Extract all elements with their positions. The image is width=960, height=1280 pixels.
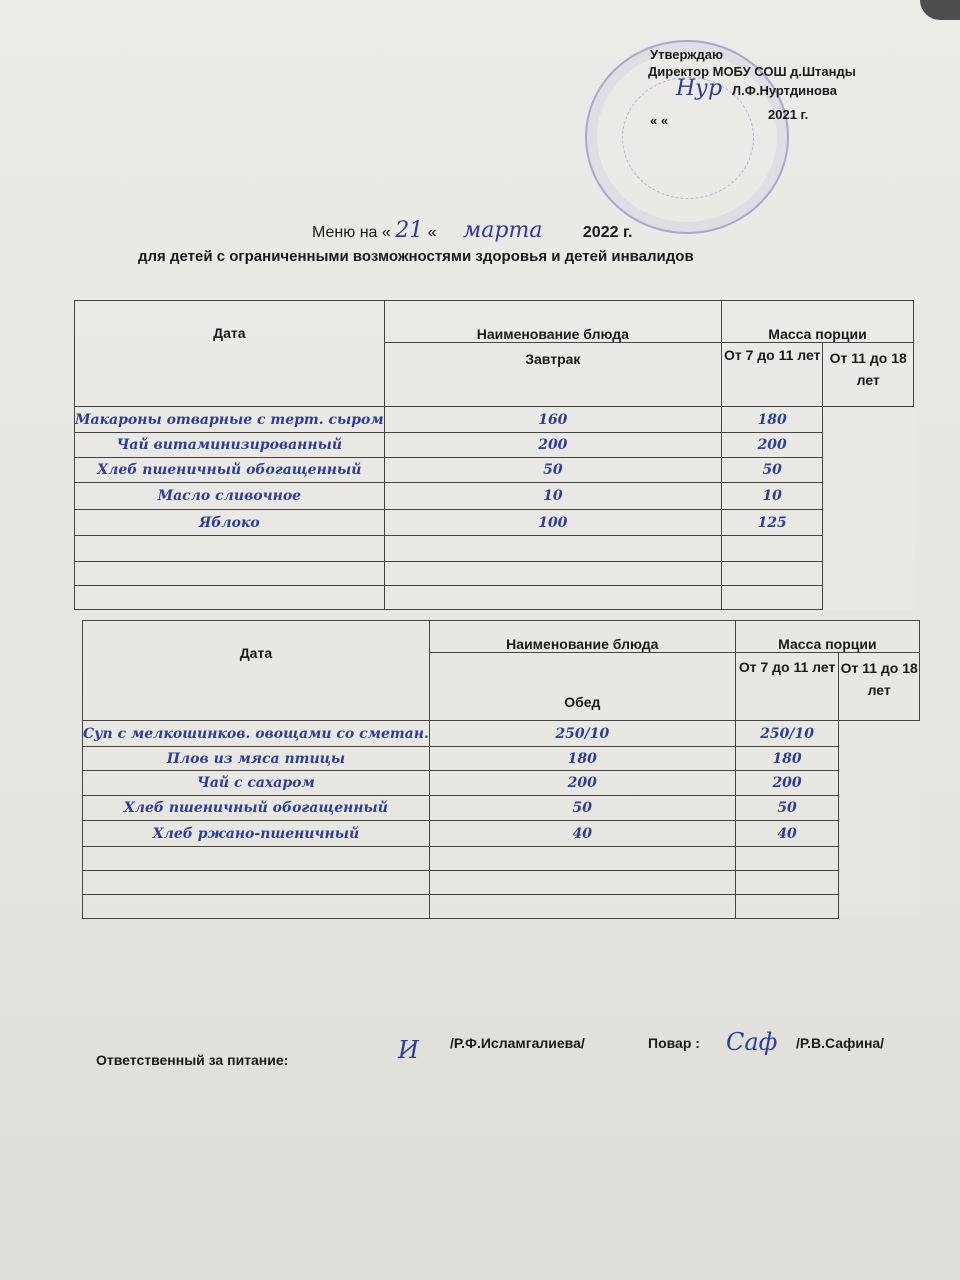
lunch-row [83, 821, 920, 847]
lunch-row [83, 847, 920, 871]
lunch-row-mass-11-18: 250/10 [735, 721, 839, 747]
lunch-name-header: Наименование блюда [429, 621, 735, 653]
approval-line-2: Директор МОБУ СОШ д.Штанды [648, 64, 856, 79]
breakfast-row-mass-11-18 [721, 562, 822, 586]
lunch-row-mass-11-18: 40 [735, 821, 839, 847]
lunch-date-header: Дата [83, 621, 430, 721]
menu-month: марта [463, 218, 543, 243]
lunch-row-dish [83, 871, 430, 895]
lunch-row-dish: Хлеб ржано-пшеничный [83, 821, 430, 847]
breakfast-row [75, 562, 914, 586]
breakfast-row-dish [75, 586, 385, 610]
breakfast-row-mass-7-11: 160 [384, 407, 721, 433]
menu-subtitle: для детей с ограниченными возможностями здоровья и детей инвалидов [138, 248, 694, 265]
lunch-row-mass-11-18: 180 [735, 747, 839, 771]
breakfast-row-dish: Масло сливочное [75, 483, 385, 510]
breakfast-meal-label: Завтрак [384, 343, 721, 407]
breakfast-row [75, 510, 914, 536]
breakfast-row-mass-7-11: 200 [384, 433, 721, 458]
lunch-age-7-11: От 7 до 11 лет [735, 653, 839, 721]
lunch-row [83, 747, 920, 771]
lunch-row [83, 721, 920, 747]
lunch-row-mass-7-11: 200 [429, 771, 735, 796]
responsible-name: /Р.Ф.Исламгалиева/ [450, 1035, 585, 1051]
breakfast-row-dish: Чай витаминизированный [75, 433, 385, 458]
approval-date-quotes: « « [650, 113, 669, 128]
breakfast-mass-header: Масса порции [721, 301, 913, 343]
cook-label: Повар : [648, 1035, 700, 1051]
breakfast-row-dish: Яблоко [75, 510, 385, 536]
breakfast-row-dish: Макароны отварные с терт. сыром [75, 407, 385, 433]
lunch-row-mass-11-18: 50 [735, 796, 839, 821]
breakfast-row-mass-11-18: 200 [721, 433, 822, 458]
breakfast-row-mass-11-18: 50 [721, 458, 822, 483]
page-corner-shadow [920, 0, 960, 20]
lunch-row-dish: Плов из мяса птицы [83, 747, 430, 771]
breakfast-row-dish [75, 562, 385, 586]
lunch-row-mass-7-11: 50 [429, 796, 735, 821]
breakfast-row [75, 483, 914, 510]
breakfast-row-mass-7-11: 100 [384, 510, 721, 536]
approval-year: 2021 г. [768, 107, 809, 122]
breakfast-name-header: Наименование блюда [384, 301, 721, 343]
lunch-row-mass-7-11: 250/10 [429, 721, 735, 747]
breakfast-row-mass-7-11: 10 [384, 483, 721, 510]
lunch-age-11-18: От 11 до 18 лет [839, 653, 920, 721]
menu-title-quote: « [427, 224, 437, 241]
responsible-signature: И [398, 1036, 419, 1064]
breakfast-row-mass-11-18 [721, 586, 822, 610]
breakfast-row-dish: Хлеб пшеничный обогащенный [75, 458, 385, 483]
breakfast-table [74, 300, 914, 610]
breakfast-row-mass-7-11: 50 [384, 458, 721, 483]
breakfast-row [75, 458, 914, 483]
breakfast-row [75, 586, 914, 610]
lunch-row [83, 771, 920, 796]
lunch-mass-header: Масса порции [735, 621, 919, 653]
breakfast-row [75, 433, 914, 458]
breakfast-age-7-11: От 7 до 11 лет [721, 343, 822, 407]
approval-line-1: Утверждаю [650, 47, 724, 62]
breakfast-row-mass-7-11 [384, 586, 721, 610]
breakfast-row-mass-7-11 [384, 536, 721, 562]
lunch-row-mass-11-18 [735, 847, 839, 871]
lunch-row-dish: Суп с мелкошинков. овощами со сметан. [83, 721, 430, 747]
responsible-label: Ответственный за питание: [96, 1052, 289, 1068]
lunch-row-mass-11-18 [735, 871, 839, 895]
breakfast-age-11-18: От 11 до 18 лет [823, 343, 914, 407]
lunch-meal-label: Обед [429, 653, 735, 721]
lunch-row-mass-11-18: 200 [735, 771, 839, 796]
breakfast-row-mass-11-18: 125 [721, 510, 822, 536]
breakfast-row-mass-11-18 [721, 536, 822, 562]
lunch-row [83, 895, 920, 919]
lunch-row [83, 871, 920, 895]
menu-year: 2022 г. [582, 224, 633, 241]
lunch-row-mass-7-11 [429, 847, 735, 871]
menu-title-prefix: Меню на « [312, 224, 391, 241]
lunch-row-dish: Чай с сахаром [83, 771, 430, 796]
breakfast-row-mass-7-11 [384, 562, 721, 586]
breakfast-row [75, 536, 914, 562]
menu-title [312, 218, 632, 243]
breakfast-row-dish [75, 536, 385, 562]
breakfast-row-mass-11-18: 10 [721, 483, 822, 510]
director-signature: Нур [676, 76, 723, 101]
breakfast-row-mass-11-18: 180 [721, 407, 822, 433]
lunch-row-dish [83, 847, 430, 871]
lunch-row-mass-7-11 [429, 895, 735, 919]
lunch-row-mass-7-11 [429, 871, 735, 895]
breakfast-date-header: Дата [75, 301, 385, 407]
lunch-row-mass-7-11: 40 [429, 821, 735, 847]
lunch-row-mass-7-11: 180 [429, 747, 735, 771]
breakfast-row [75, 407, 914, 433]
menu-day: 21 [395, 218, 424, 243]
lunch-row-mass-11-18 [735, 895, 839, 919]
cook-name: /Р.В.Сафина/ [796, 1035, 885, 1051]
lunch-row-dish: Хлеб пшеничный обогащенный [83, 796, 430, 821]
cook-signature: Саф [726, 1028, 778, 1056]
approval-line-3: Л.Ф.Нуртдинова [732, 83, 837, 98]
lunch-table [82, 620, 920, 919]
lunch-row [83, 796, 920, 821]
lunch-row-dish [83, 895, 430, 919]
